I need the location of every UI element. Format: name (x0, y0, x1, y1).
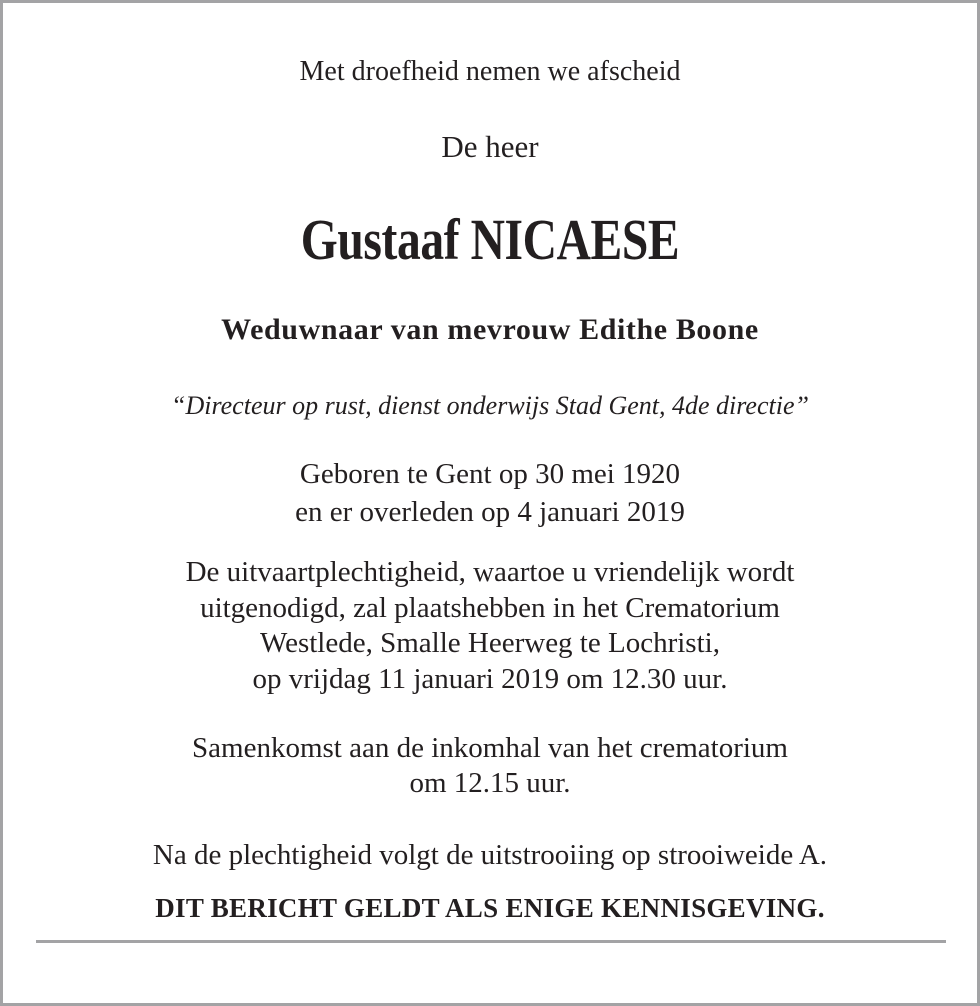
divider (36, 940, 946, 943)
gathering-line: Samenkomst aan de inkomhal van het crematorium (192, 732, 788, 764)
profession-quote: “Directeur op rust, dienst onderwijs Stad Gent, 4de directie” (171, 391, 809, 420)
deceased-name: Gustaaf NICAESE (300, 207, 680, 272)
intro-line: Met droefheid nemen we afscheid (299, 56, 681, 87)
closing-statement: DIT BERICHT GELDT ALS ENIGE KENNISGEVING. (155, 893, 825, 923)
funeral-line: Westlede, Smalle Heerweg te Lochristi, (260, 627, 720, 659)
gathering-line: om 12.15 uur. (409, 767, 571, 799)
widow-of-line: Weduwnaar van mevrouw Edithe Boone (221, 313, 759, 346)
funeral-line: uitgenodigd, zal plaatshebben in het Crematorium (200, 592, 780, 624)
scattering-line: Na de plechtigheid volgt de uitstrooiing op strooiweide A. (152, 839, 828, 871)
funeral-line: De uitvaartplechtigheid, waartoe u vriendelijk wordt (185, 556, 795, 588)
funeral-line: op vrijdag 11 januari 2019 om 12.30 uur. (252, 663, 728, 695)
title-line: De heer (441, 129, 539, 164)
death-line: en er overleden op 4 januari 2019 (295, 496, 685, 528)
birth-line: Geboren te Gent op 30 mei 1920 (299, 458, 681, 490)
